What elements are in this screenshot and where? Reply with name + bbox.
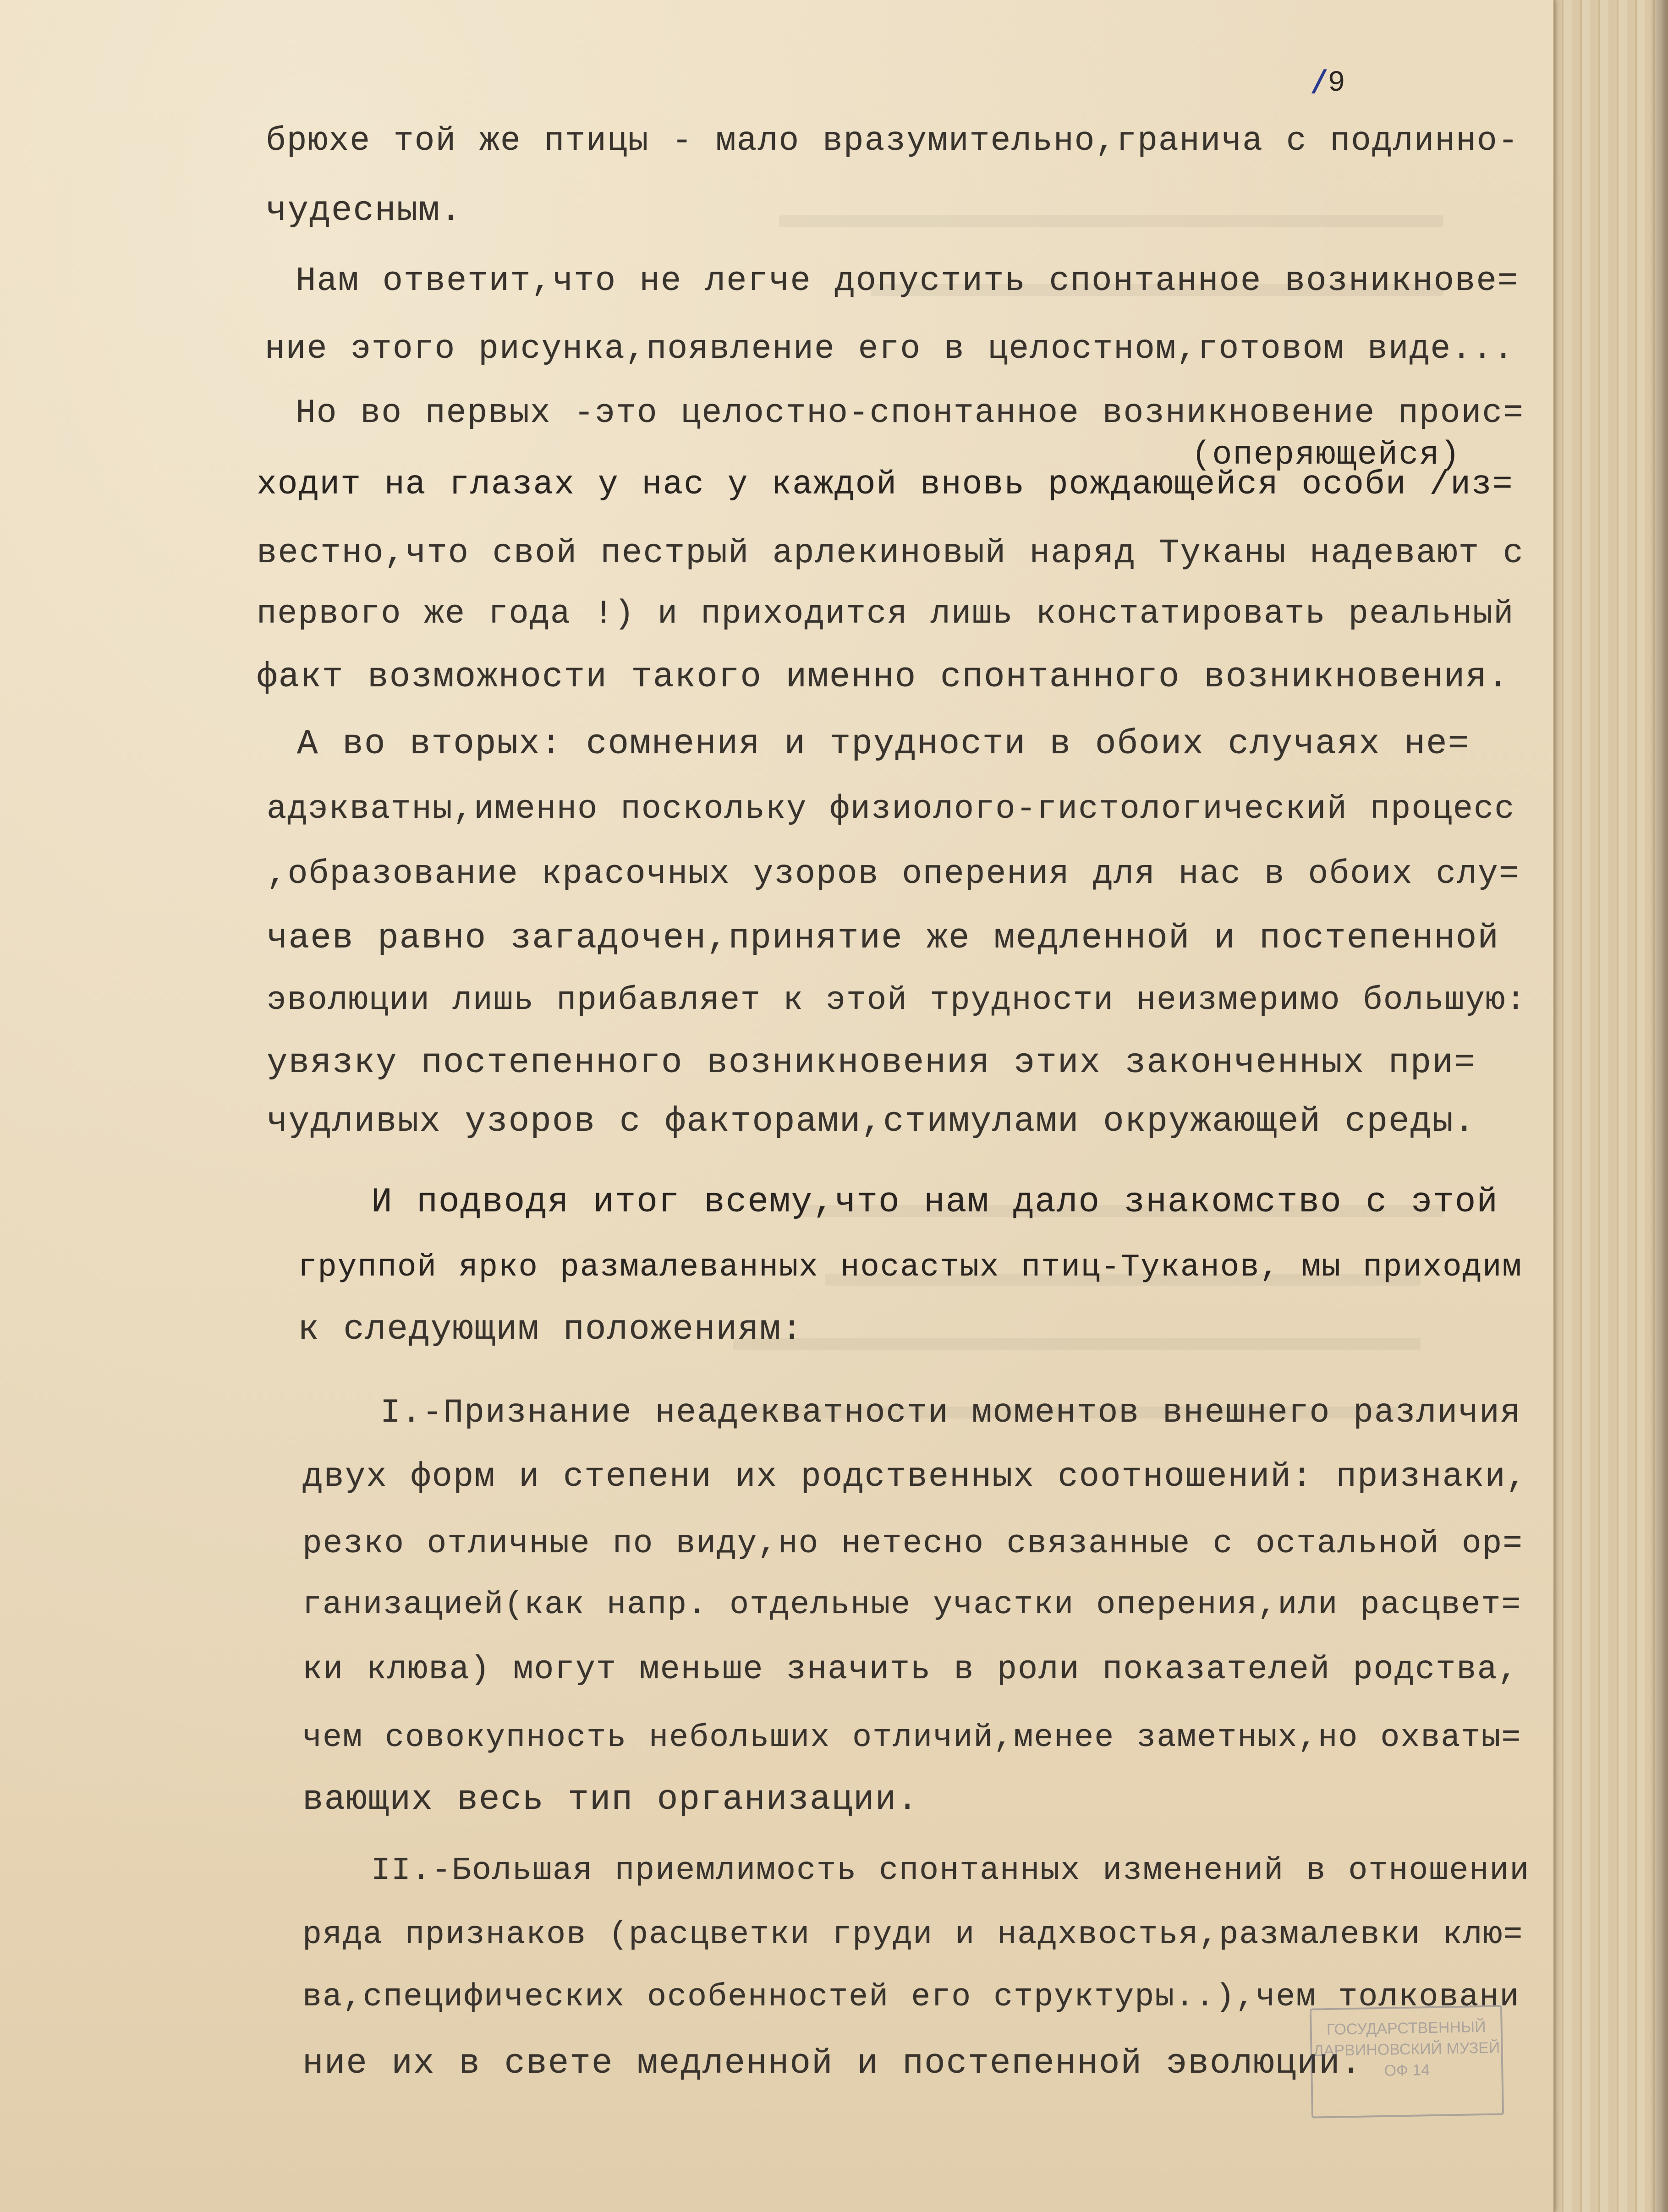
text-line: ходит на глазах у нас у каждой вновь рождающейся особи /из=: [257, 465, 1514, 504]
text-line: вающих весь тип организации.: [302, 1780, 919, 1819]
text-line: чудесным.: [266, 191, 462, 230]
text-line: чем совокупность небольших отличий,менее заметных,но охваты=: [302, 1720, 1522, 1756]
show-through-line: [733, 1338, 1421, 1350]
text-line: чаев равно загадочен,принятие же медленной и постепенной: [267, 919, 1500, 958]
text-line: двух форм и степени их родственных соотношений: признаки,: [302, 1458, 1528, 1496]
text-line: адэкватны,именно поскольку физиолого-гистологический процесс: [267, 790, 1515, 828]
text-line: вестно,что свой пестрый арлекиновый наряд Туканы надевают с: [257, 534, 1525, 573]
stamp-line: ДАРВИНОВСКИЙ МУЗЕЙ: [1313, 2039, 1500, 2060]
text-line: ва,специфических особенностей его структуры..),чем толковани: [302, 1979, 1520, 2015]
text-line: факт возможности такого именно спонтанного возникновения.: [257, 657, 1509, 697]
text-line: чудливых узоров с факторами,стимулами окружающей среды.: [267, 1102, 1476, 1141]
underlying-page-edges: [1552, 0, 1668, 2212]
text-line: первого же года !) и приходится лишь констатировать реальный: [257, 595, 1514, 633]
text-line: ганизацией(как напр. отдельные участки оперения,или расцвет=: [302, 1587, 1522, 1623]
text-line: группой ярко размалеванных носастых птиц-Туканов, мы приходим: [298, 1249, 1522, 1285]
page-number-value: 9: [1328, 67, 1346, 100]
text-line: Но во первых -это целостно-спонтанное возникновение проис=: [296, 394, 1524, 432]
text-line: ние их в свете медленной и постепенной эволюции.: [302, 2044, 1363, 2083]
text-line: к следующим положениям:: [298, 1310, 803, 1349]
text-line: Нам ответит,что не легче допустить спонтанное возникнове=: [296, 262, 1519, 301]
text-line: I.-Признание неадекватности моментов внешнего различия: [380, 1394, 1521, 1432]
text-line: эволюции лишь прибавляет к этой трудности неизмеримо большую:: [267, 982, 1527, 1019]
stamp-line: ГОСУДАРСТВЕННЫЙ: [1326, 2018, 1486, 2039]
text-line: И подводя итог всему,что нам дало знакомство с этой: [371, 1183, 1498, 1222]
handwritten-insertion: (оперяющейся): [1191, 436, 1461, 474]
text-line: ,образование красочных узоров оперения для нас в обоих слу=: [267, 855, 1520, 893]
page-number: [1314, 64, 1346, 100]
text-line: ряда признаков (расцветки груди и надхвостья,размалевки клю=: [302, 1917, 1524, 1953]
text-line: А во вторых: сомнения и трудности в обоих случаях не=: [297, 724, 1470, 764]
stamp-line: ОФ 14: [1384, 2061, 1430, 2080]
show-through-line: [779, 215, 1443, 227]
text-line: резко отличные по виду,но нетесно связанные с остальной ор=: [302, 1526, 1523, 1562]
text-line: ки клюва) могут меньше значить в роли показателей родства,: [302, 1651, 1519, 1688]
text-line: II.-Большая приемлимость спонтанных изменений в отношении: [371, 1853, 1530, 1889]
text-line: брюхе той же птицы - мало вразумительно,гранича с подлинно-: [266, 122, 1519, 160]
page-number-mark: /: [1314, 64, 1326, 98]
text-line: увязку постепенного возникновения этих законченных при=: [267, 1043, 1476, 1083]
archive-stamp: [1310, 2005, 1504, 2118]
text-line: ние этого рисунка,появление его в целостном,готовом виде...: [265, 330, 1514, 368]
